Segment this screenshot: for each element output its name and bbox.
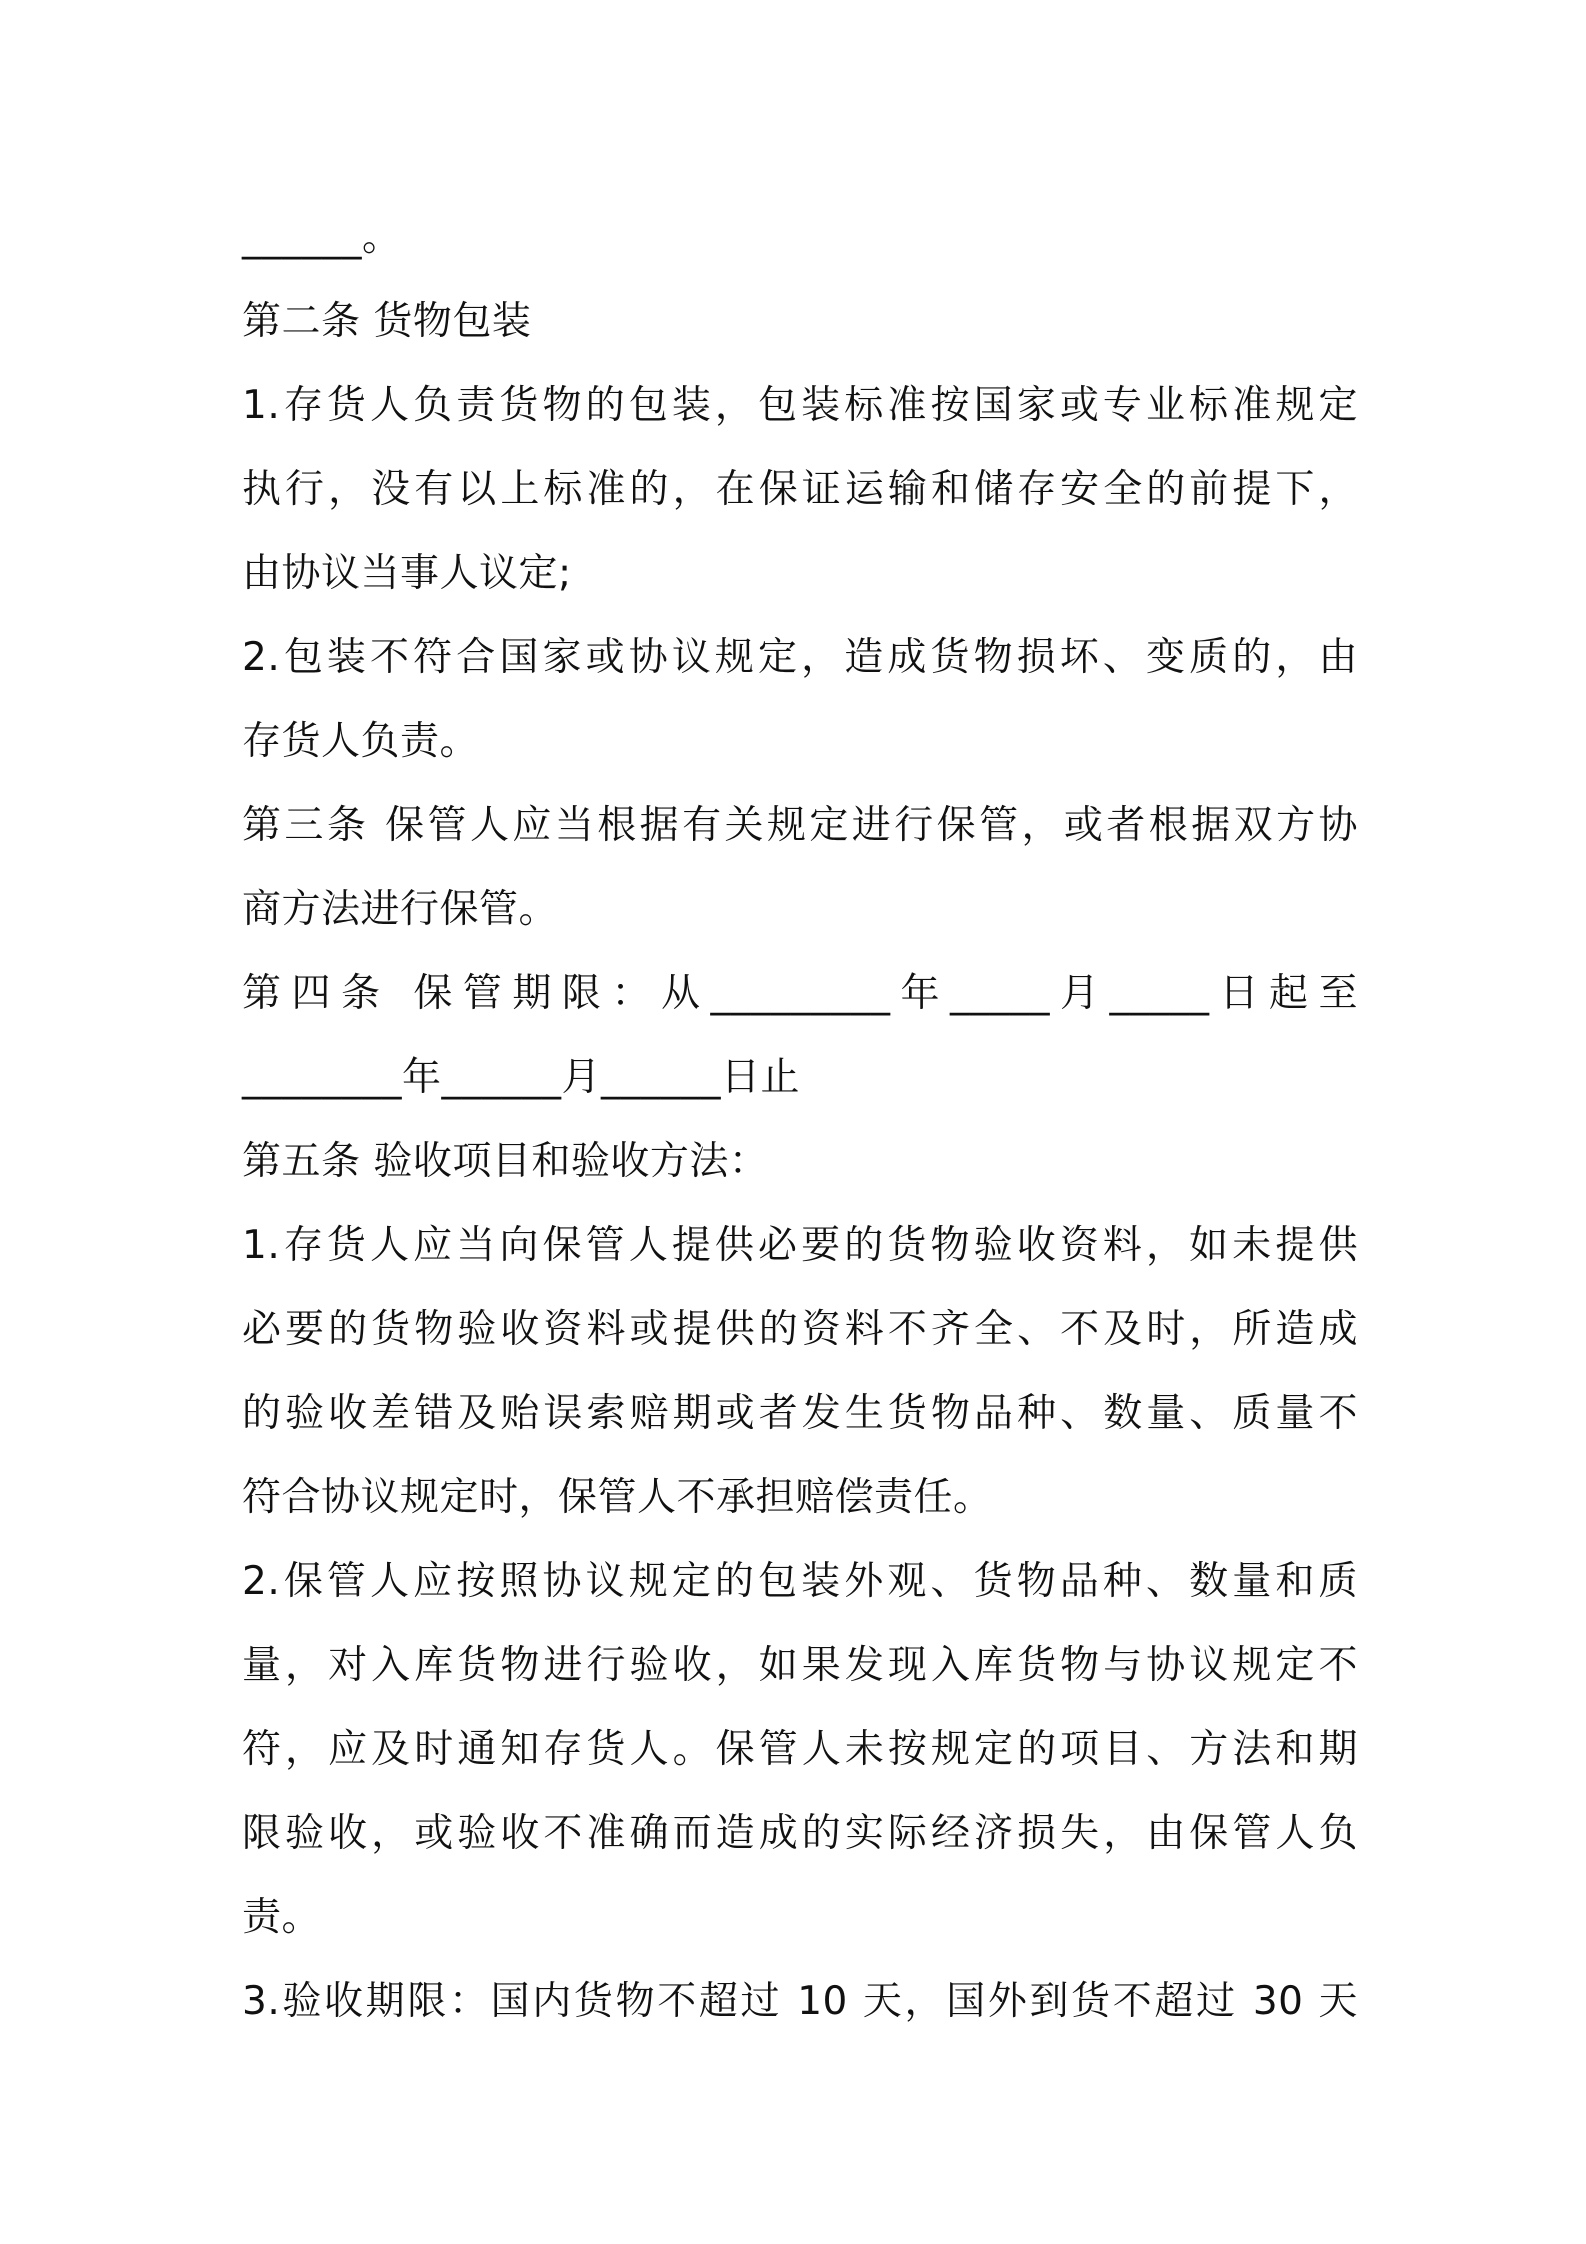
text-line: 责。 (242, 1895, 322, 1940)
text-line: 符合协议规定时，保管人不承担赔偿责任。 (242, 1475, 993, 1520)
text-line: 量，对入库货物进行验收，如果发现入库货物与协议规定不 (242, 1643, 1358, 1688)
text-line: 商方法进行保管。 (242, 887, 559, 932)
text-line: 的验收差错及贻误索赔期或者发生货物品种、数量、质量不 (242, 1391, 1358, 1436)
section-heading: 第三条 保管人应当根据有关规定进行保管，或者根据双方协 (242, 803, 1358, 848)
text-line: 1.存货人负责货物的包装，包装标准按国家或专业标准规定 (242, 383, 1358, 428)
text-line: 限验收，或验收不准确而造成的实际经济损失，由保管人负 (242, 1811, 1358, 1856)
text-line: ______。 (242, 215, 402, 260)
section-heading: 第五条 验收项目和验收方法： (242, 1139, 769, 1184)
text-line: 1.存货人应当向保管人提供必要的货物验收资料，如未提供 (242, 1223, 1358, 1268)
text-line: 存货人负责。 (242, 719, 480, 764)
text-line: 执行，没有以上标准的，在保证运输和储存安全的前提下， (242, 467, 1358, 512)
text-line: 3.验收期限：国内货物不超过 10 天，国外到货不超过 30 天 (242, 1979, 1358, 2024)
text-line: 符，应及时通知存货人。保管人未按规定的项目、方法和期 (242, 1727, 1358, 1772)
section-heading: 第四条 保管期限：从_________年_____月_____日起至 (242, 971, 1358, 1016)
text-line: ________年______月______日止 (242, 1055, 801, 1100)
text-line: 2.包装不符合国家或协议规定，造成货物损坏、变质的，由 (242, 635, 1358, 680)
text-line: 由协议当事人议定; (242, 551, 572, 596)
text-line: 2.保管人应按照协议规定的包装外观、货物品种、数量和质 (242, 1559, 1358, 1604)
document-page (242, 196, 1358, 2044)
section-heading: 第二条 货物包装 (242, 299, 532, 344)
text-line: 必要的货物验收资料或提供的资料不齐全、不及时，所造成 (242, 1307, 1358, 1352)
